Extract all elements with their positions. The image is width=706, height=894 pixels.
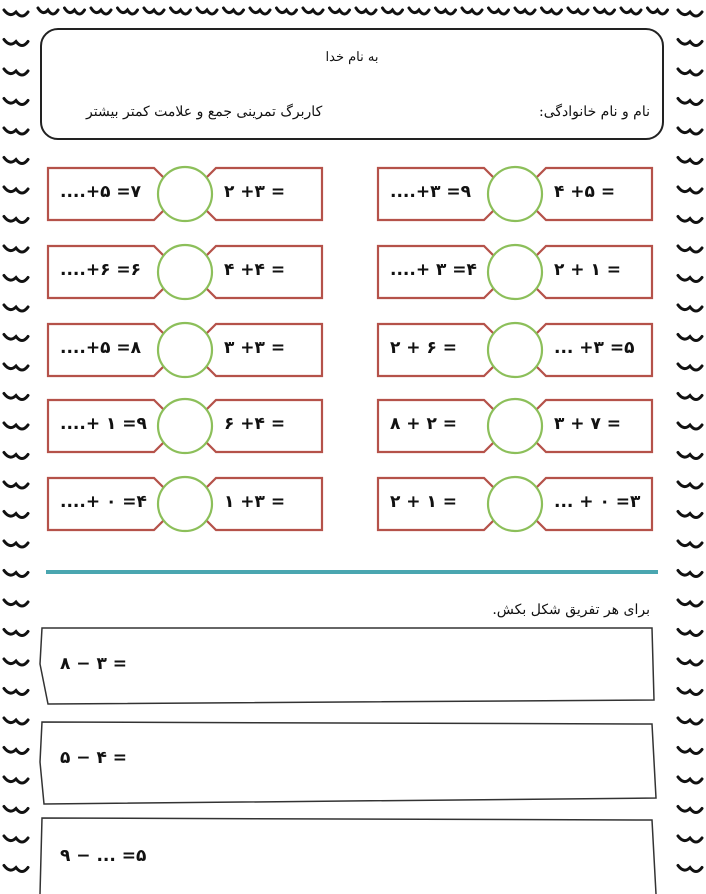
border-wave [4,335,28,341]
border-wave [678,423,702,429]
border-wave [678,453,702,459]
border-wave [678,69,702,75]
border-wave [678,689,702,695]
border-wave [4,453,28,459]
border-wave [4,659,28,665]
border-wave [4,600,28,606]
border-wave [678,335,702,341]
border-wave [4,836,28,842]
student-name-label: نام و نام خانوادگی: [539,104,650,120]
comparison-circle[interactable] [488,245,542,299]
comparison-circle[interactable] [158,245,212,299]
border-wave [4,246,28,252]
border-wave [678,158,702,164]
border-wave [678,364,702,370]
border-wave [648,8,668,14]
drawing-box-2[interactable] [38,718,660,806]
border-wave [621,8,641,14]
decorative-border-right [672,0,706,884]
expression-left: ۲ + ۶ = [390,338,457,358]
border-wave [330,8,350,14]
border-wave [4,128,28,134]
border-wave [4,276,28,282]
border-wave [678,305,702,311]
border-wave [4,10,28,16]
border-wave [4,541,28,547]
border-wave [4,217,28,223]
border-wave [4,718,28,724]
border-wave [678,541,702,547]
comparison-pair [372,164,658,224]
expression-left: ....+۵ =۸ [60,338,141,358]
border-wave [678,394,702,400]
comparison-pair [372,396,658,456]
subtraction-equation: ۵ − ۴ = [60,748,127,768]
border-wave [462,8,482,14]
border-wave [678,836,702,842]
comparison-pair [42,320,328,380]
border-wave [4,69,28,75]
expression-left: ....+۳ =۹ [390,182,471,202]
border-wave [91,8,111,14]
comparison-pair [42,164,328,224]
comparison-circle[interactable] [488,399,542,453]
border-wave [4,866,28,872]
border-wave [4,777,28,783]
border-wave [197,8,217,14]
comparison-circle[interactable] [488,167,542,221]
border-wave [4,689,28,695]
comparison-pair [42,474,328,534]
comparison-circle[interactable] [488,477,542,531]
comparison-circle[interactable] [488,323,542,377]
comparison-circle[interactable] [158,477,212,531]
border-wave [678,482,702,488]
border-wave [678,10,702,16]
drawing-box-1[interactable] [38,624,660,706]
expression-left: ....+ ۳ =۴ [390,260,477,280]
border-wave [356,8,376,14]
border-wave [65,8,85,14]
border-wave [4,807,28,813]
border-wave [303,8,323,14]
border-wave [250,8,270,14]
border-wave [38,8,58,14]
border-wave [678,187,702,193]
comparison-pair [372,320,658,380]
border-wave [436,8,456,14]
decorative-border-left [0,0,34,884]
worksheet-title: کاربرگ تمرینی جمع و علامت کمتر بیشتر [86,104,323,120]
border-wave [678,246,702,252]
expression-right: ۴ +۵ = [554,182,616,202]
expression-left: ....+۶ =۶ [60,260,141,280]
expression-left: ....+۵ =۷ [60,182,141,202]
border-wave [595,8,615,14]
border-wave [118,8,138,14]
comparison-circle[interactable] [158,167,212,221]
border-wave [4,482,28,488]
basmala-text: به نام خدا [325,50,379,65]
expression-left: ۸ + ۲ = [390,414,457,434]
subtraction-instruction: برای هر تفریق شکل بکش. [492,602,650,618]
border-wave [678,512,702,518]
border-wave [4,512,28,518]
expression-right: ... + ۰ =۳ [554,492,641,512]
border-wave [4,40,28,46]
border-wave [678,600,702,606]
border-wave [489,8,509,14]
comparison-pair [42,396,328,456]
border-wave [277,8,297,14]
comparison-pair [42,242,328,302]
border-wave [678,217,702,223]
comparison-circle[interactable] [158,323,212,377]
expression-right: ۳ +۳ = [224,338,286,358]
border-wave [4,364,28,370]
comparison-circle[interactable] [158,399,212,453]
border-wave [678,571,702,577]
border-wave [678,128,702,134]
border-wave [4,571,28,577]
border-wave [224,8,244,14]
border-wave [4,394,28,400]
border-wave [4,305,28,311]
border-wave [4,748,28,754]
border-wave [4,99,28,105]
border-wave [678,777,702,783]
border-wave [542,8,562,14]
subtraction-equation: ۸ − ۳ = [60,654,127,674]
border-wave [144,8,164,14]
expression-right: ۶ +۴ = [224,414,286,434]
border-wave [4,187,28,193]
expression-right: ۳ + ۷ = [554,414,621,434]
expression-left: ۲ + ۱ = [390,492,457,512]
border-wave [678,276,702,282]
border-wave [171,8,191,14]
border-wave [678,718,702,724]
worksheet-header [40,28,664,140]
border-wave [678,630,702,636]
border-wave [409,8,429,14]
comparison-pair [372,242,658,302]
expression-right: ... +۳ =۵ [554,338,635,358]
decorative-border-top [34,0,672,24]
border-wave [4,630,28,636]
expression-right: ۴ +۴ = [224,260,286,280]
border-wave [4,423,28,429]
section-divider [46,570,658,574]
border-wave [678,807,702,813]
border-wave [4,158,28,164]
border-wave [515,8,535,14]
border-wave [678,659,702,665]
expression-right: ۱ +۳ = [224,492,286,512]
expression-right: ۲ +۳ = [224,182,286,202]
border-wave [678,99,702,105]
comparison-pair [372,474,658,534]
border-wave [383,8,403,14]
border-wave [678,866,702,872]
expression-right: ۲ + ۱ = [554,260,621,280]
border-wave [678,40,702,46]
subtraction-equation: ۹ − ... =۵ [60,846,147,866]
border-wave [568,8,588,14]
expression-left: ....+ ۱ =۹ [60,414,147,434]
border-wave [678,748,702,754]
expression-left: ....+ ۰ =۴ [60,492,147,512]
drawing-box-3[interactable] [38,814,660,884]
